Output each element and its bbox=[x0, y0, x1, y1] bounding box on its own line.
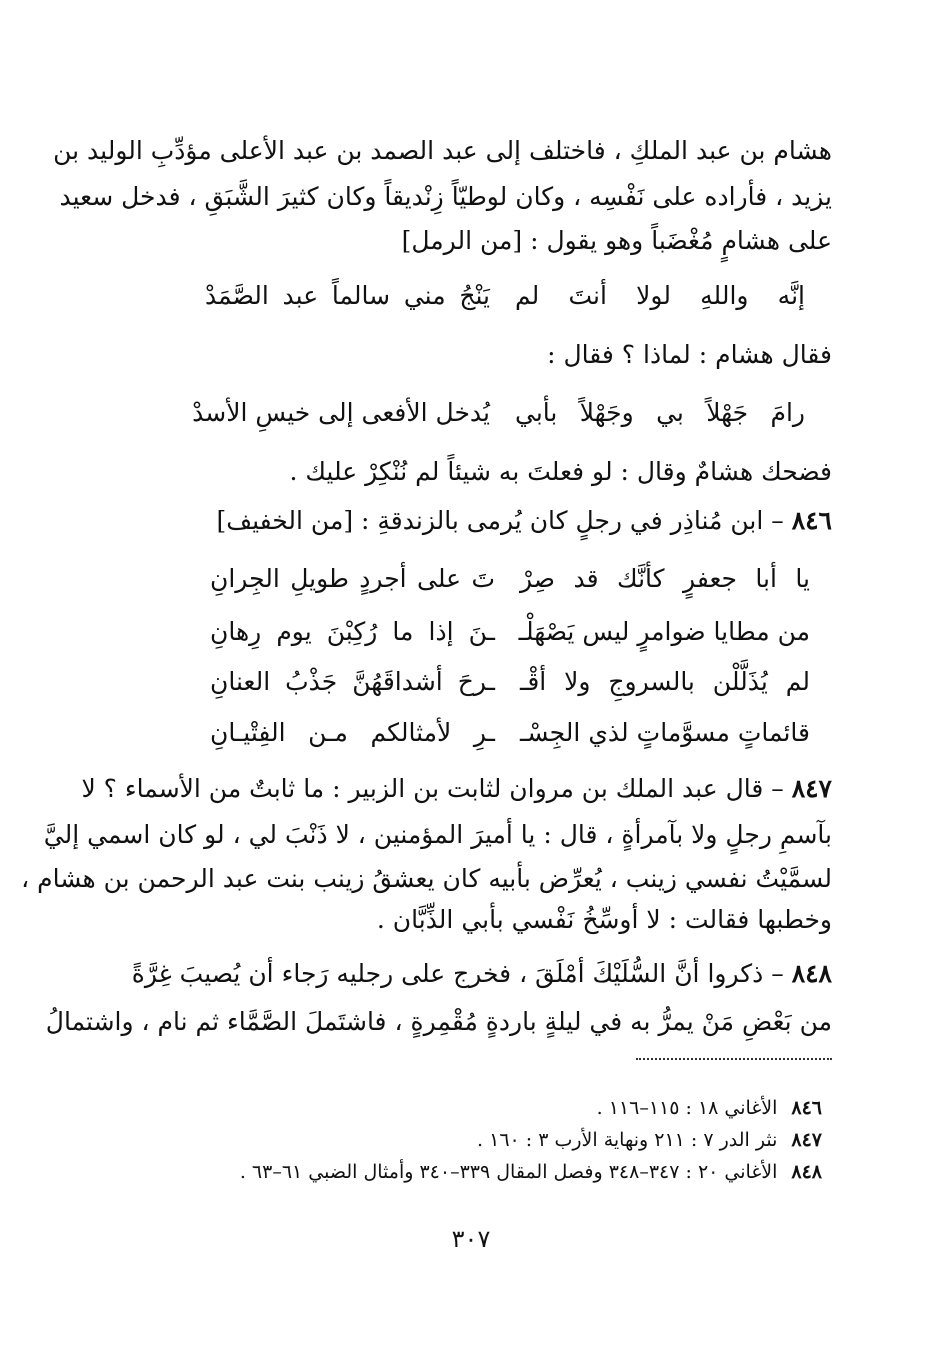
footnote-847-number: ٨٤٧ bbox=[791, 1129, 822, 1151]
body-line-3: على هشامٍ مُغْضَباً وهو يقول : [من الرمل] bbox=[401, 226, 832, 255]
verse-846-3-first-hemistich: لم يُذَلَّلْن بالسروجِ ولا أقْـ bbox=[520, 667, 810, 696]
entry-847-line-3: لسمَّيْتُ نفسي زينب ، يُعرِّض بأبيه كان يعشقُ زينب بنت عبد الرحمن بن هشام ، bbox=[21, 864, 832, 893]
page-number: ٣٠٧ bbox=[451, 1225, 491, 1253]
verse-846-2-second-hemistich: ـنَ إذا ما رُكِبْنَ يوم رِهانِ bbox=[210, 617, 495, 646]
verse-2-second-hemistich: يُدخل الأفعى إلى خيسِ الأسدْ bbox=[192, 398, 490, 427]
entry-847-text-1: – قال عبد الملك بن مروان لثابت بن الزبير : ما ثابتٌ من الأسماء ؟ لا bbox=[81, 774, 784, 803]
body-line-laugh: فضحك هشامٌ وقال : لو فعلتَ به شيئاً لم نُنْكِرْ عليك . bbox=[289, 457, 832, 486]
verse-846-4-first-hemistich: قائماتٍ مسوَّماتٍ لذي الجِسْـ bbox=[520, 718, 810, 747]
footnote-848-number: ٨٤٨ bbox=[791, 1161, 822, 1183]
footnote-846 bbox=[142, 1094, 822, 1122]
entry-846-text: – ابن مُناذِر في رجلٍ كان يُرمى بالزندقةِ : [من الخفيف] bbox=[216, 506, 784, 535]
verse-846-1-first-hemistich: يا أبا جعفرٍ كأنَّك قد صِرْ bbox=[520, 564, 810, 593]
footnote-846-text: الأغاني ١٨ : ١١٥–١١٦ . bbox=[596, 1097, 778, 1119]
entry-847-line-2: بآسمِ رجلٍ ولا بآمرأةٍ ، قال : يا أميرَ المؤمنين ، لا ذَنْبَ لي ، لو كان اسمي إليَّ bbox=[43, 820, 832, 849]
entry-847-line-4: وخطبها فقالت : لا أوسِّخُ نَفْسي بأبي الذِّبَّان . bbox=[376, 905, 832, 934]
verse-1-first-hemistich: إنَّه واللهِ لولا أنتَ لم bbox=[515, 281, 805, 310]
footnote-846-number: ٨٤٦ bbox=[791, 1097, 822, 1119]
entry-848-text-1: – ذكروا أنَّ السُّلَيْكَ أمْلَقَ ، فخرج على رجليه رَجاء أن يُصيبَ غِرَّةً bbox=[131, 959, 784, 988]
verse-846-2-first-hemistich: من مطايا ضوامرٍ ليس يَصْهَلْـ bbox=[518, 617, 810, 646]
entry-846-number: ٨٤٦ bbox=[791, 506, 832, 535]
entry-847-number: ٨٤٧ bbox=[791, 774, 832, 803]
entry-846-heading bbox=[160, 502, 832, 540]
entry-847-line-1 bbox=[81, 770, 832, 808]
body-line-2: يزيد ، فأراده على نَفْسِه ، وكان لوطيّاً زِنْديقاً وكان كثيرَ الشَّبَقِ ، فدخل سعيد bbox=[59, 182, 832, 211]
body-line-question: فقال هشام : لماذا ؟ فقال : bbox=[547, 340, 832, 369]
footnote-847-text: نثر الدر ٧ : ٢١١ ونهاية الأرب ٣ : ١٦٠ . bbox=[477, 1129, 778, 1151]
footnote-847 bbox=[142, 1126, 822, 1154]
entry-848-line-1 bbox=[131, 955, 832, 993]
entry-848-line-2: من بَعْضِ مَنْ يمرُّ به في ليلةٍ باردةٍ مُقْمِرةٍ ، فاشتَملَ الصَّمَّاء ثم نام ، واشتمالُ bbox=[45, 1007, 832, 1036]
footnote-848 bbox=[142, 1158, 822, 1186]
verse-2-first-hemistich: رامَ جَهْلاً بي وجَهْلاً بأبي bbox=[515, 398, 805, 427]
verse-846-3-second-hemistich: ـرحَ أشداقَهُنَّ جَذْبُ العنانِ bbox=[210, 667, 495, 696]
verse-846-1-second-hemistich: تَ على أجردٍ طويلِ الجِرانِ bbox=[210, 564, 495, 593]
verse-1-second-hemistich: يَنْجُ مني سالماً عبد الصَّمَدْ bbox=[205, 281, 490, 310]
footnote-848-text: الأغاني ٢٠ : ٣٤٧–٣٤٨ وفصل المقال ٣٣٩–٣٤٠ وأمثال الضبي ٦١–٦٣ . bbox=[239, 1161, 778, 1183]
footnote-separator bbox=[636, 1058, 832, 1060]
verse-846-4-second-hemistich: ـرِ لأمثالكم مـن الفِتْيـانِ bbox=[210, 718, 495, 747]
body-line-1: هشام بن عبد الملكِ ، فاختلف إلى عبد الصمد بن عبد الأعلى مؤدِّبِ الوليد بن bbox=[53, 136, 832, 165]
entry-848-number: ٨٤٨ bbox=[791, 959, 832, 988]
